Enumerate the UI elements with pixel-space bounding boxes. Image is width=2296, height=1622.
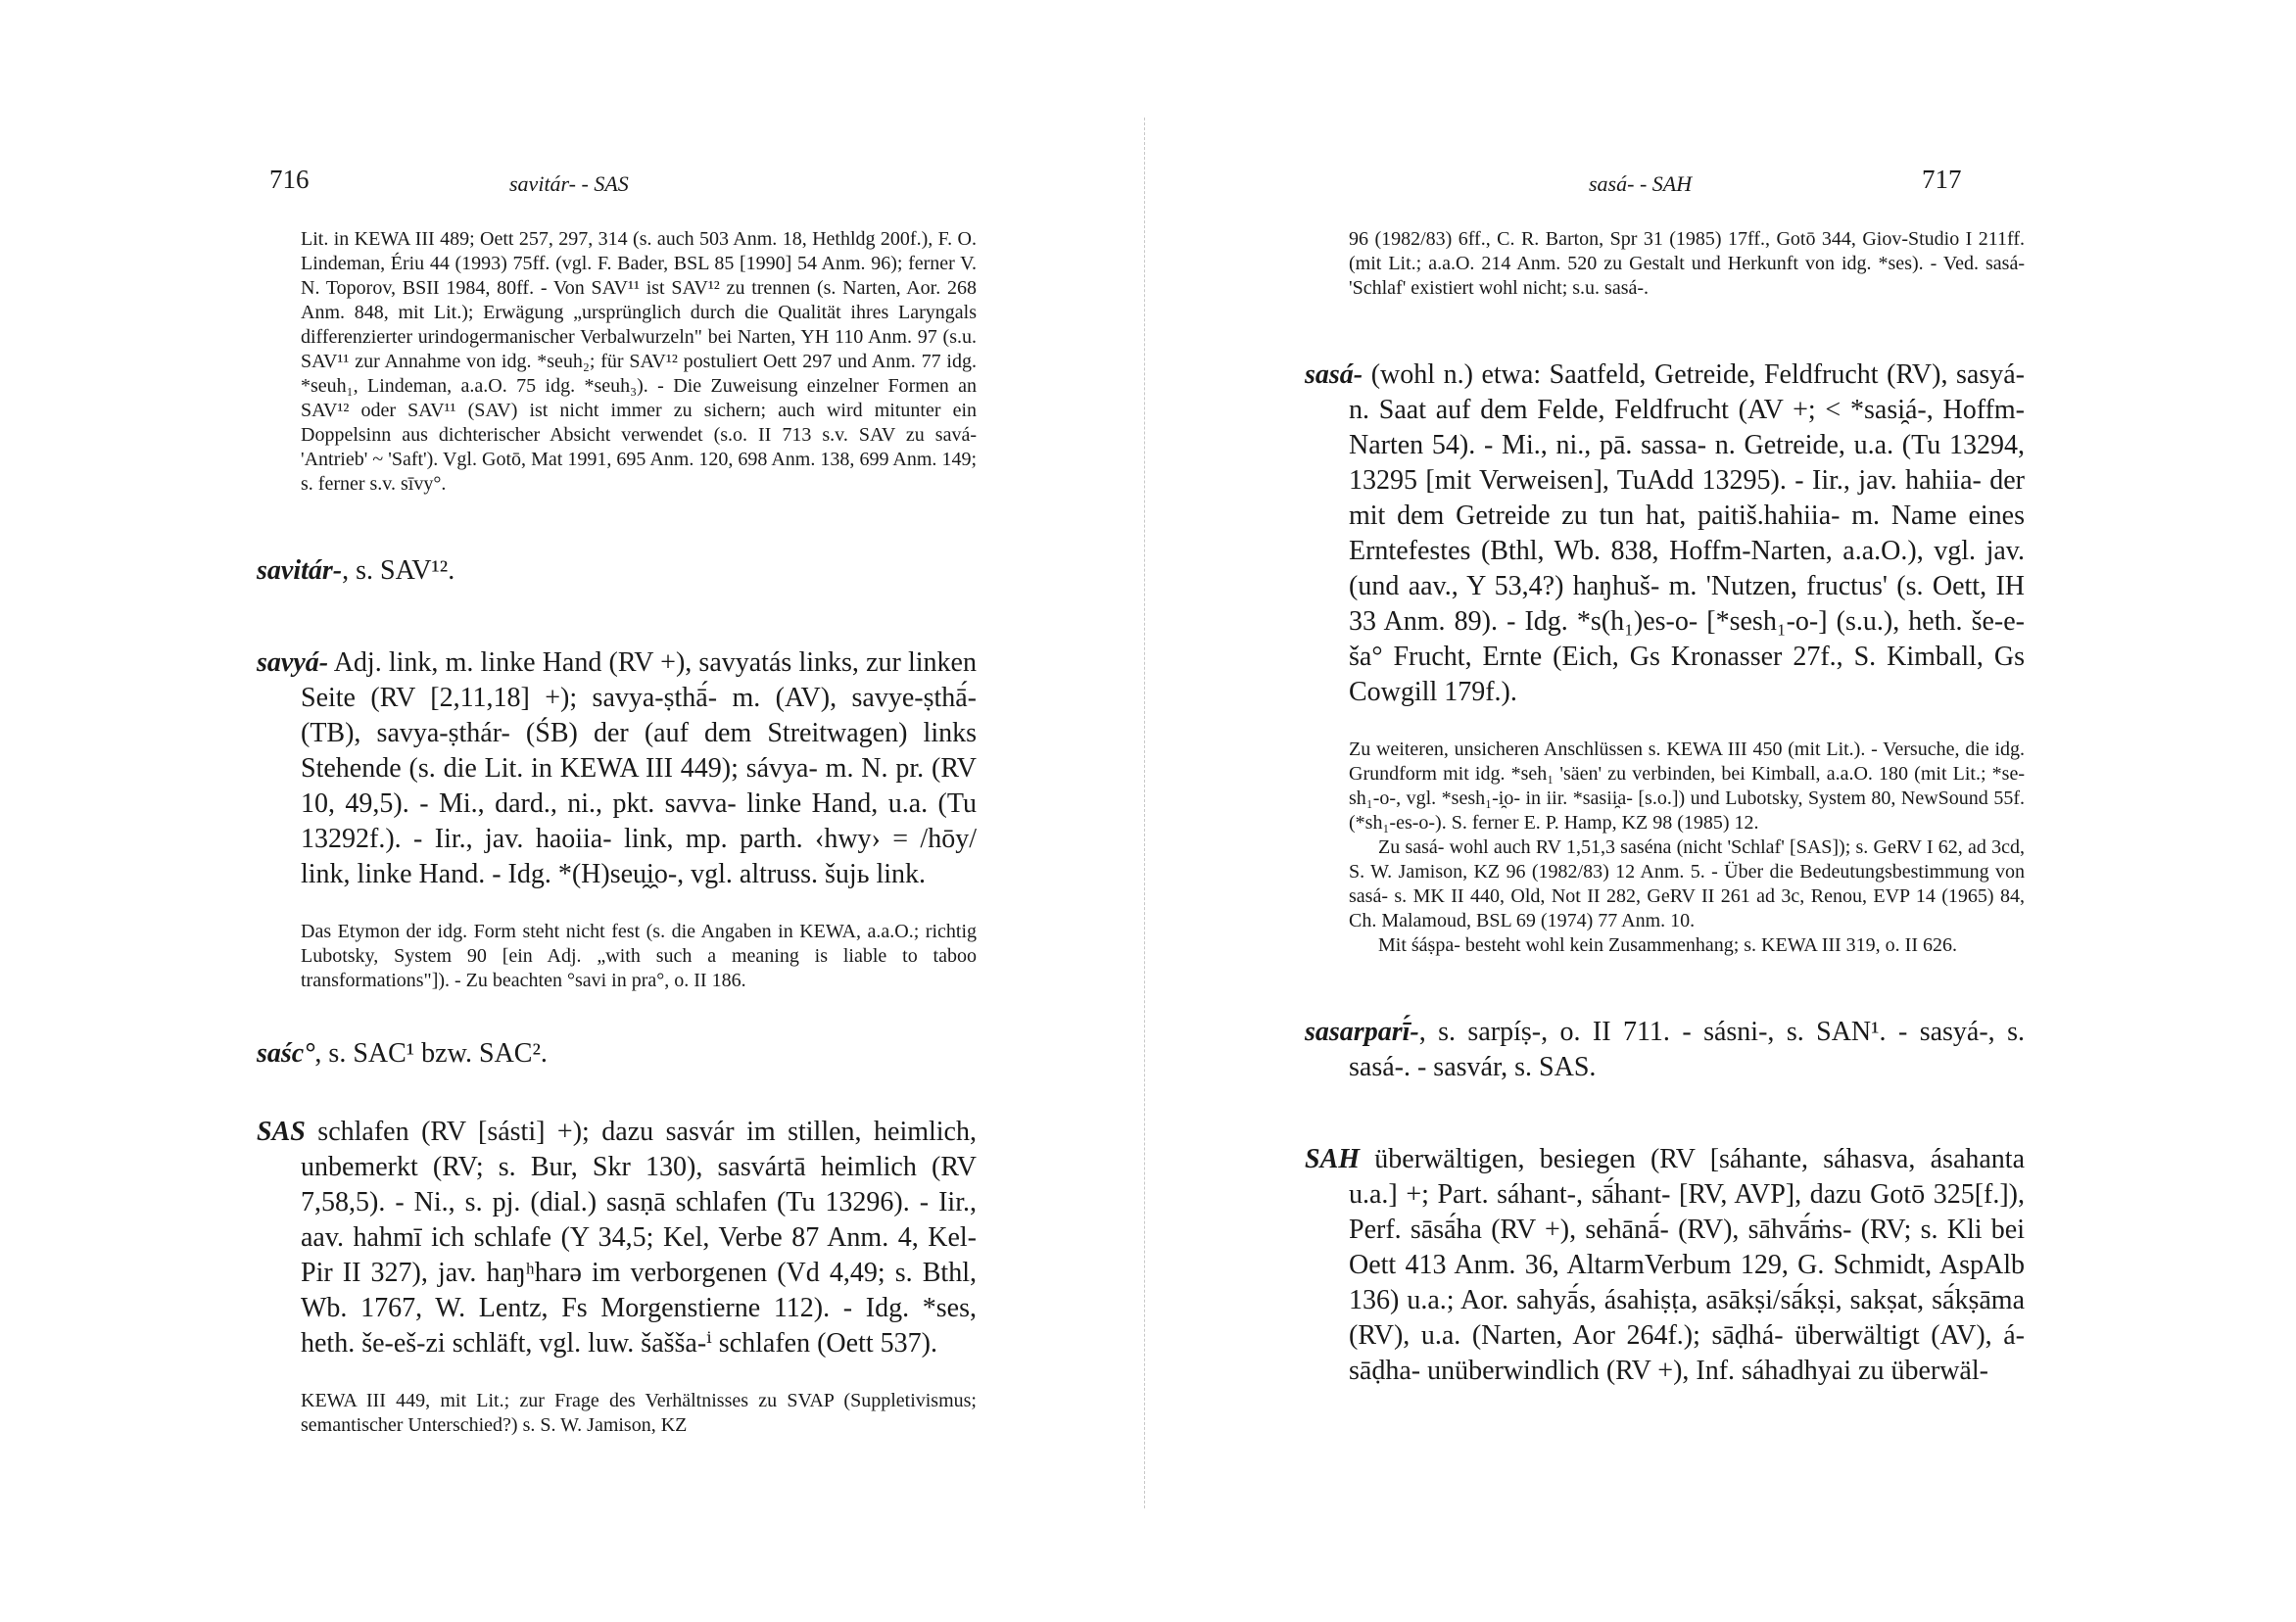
entry-body: , s. SAV¹². xyxy=(342,555,455,586)
running-head: sasá- - SAH xyxy=(1589,171,1693,196)
dictionary-entry xyxy=(257,553,977,589)
note-paragraph: Das Etymon der idg. Form steht nicht fest (s. die Angaben in KEWA, a.a.O.; richtig Lubotsky, System 90 [ein Adj. „with such a meaning is liable to taboo transformations"]). - Zu beachten °savi in pra°, o. II 186. xyxy=(301,921,977,991)
dictionary-entry xyxy=(1305,1142,2025,1389)
entry-body: (wohl n.) etwa: Saatfeld, Getreide, Feldfrucht (RV), sasyá- n. Saat auf dem Felde, Feldfrucht (AV +; < *sasi̯á-, Hoffm-Narten 54). - Mi., ni., pā. sassa- n. Getreide, u.a. (Tu 13294, 13295 [mit Verweisen], TuAdd 13295). - Iir., jav. hahiia- der mit dem Getreide zu tun hat, paitiš.hahiia- m. Name eines Erntefestes (Bthl, Wb. 838, Hoffm-Narten, a.a.O.), vgl. jav. (und aav., Y 53,4?) haŋhuš- m. 'Nutzen, fructus' (s. Oett, IH 33 Anm. 89). - Idg. *s(h₁)es-o- [*sesh₁-o-] (s.u.), heth. še-e-ša° Frucht, Ernte (Eich, Gs Kronasser 27f., S. Kimball, Gs Cowgill 179f.). xyxy=(1349,359,2025,707)
note-paragraph: KEWA III 449, mit Lit.; zur Frage des Verhältnisses zu SVAP (Suppletivismus; semantischer Unterschied?) s. S. W. Jamison, KZ xyxy=(301,1390,977,1436)
left-column xyxy=(257,227,977,1438)
note-paragraph: Mit śáṣpa- besteht wohl kein Zusammenhang; s. KEWA III 319, o. II 626. xyxy=(1378,934,1958,956)
note-paragraph: Zu sasá- wohl auch RV 1,51,3 saséna (nicht 'Schlaf' [SAS]); s. GeRV I 62, ad 3cd, S. W. Jamison, KZ 96 (1982/83) 12 Anm. 5. - Über die Bedeutungsbestimmung von sasá- s. MK II 440, Old, Not II 282, GeRV II 261 ad 3c, Renou, EVP 14 (1965) 84, Ch. Malamoud, BSL 69 (1974) 77 Anm. 10. xyxy=(1349,836,2025,931)
entry-body: schlafen (RV [sásti] +); dazu sasvár im stillen, heimlich, unbemerkt (RV; s. Bur, Skr 130), sasvártā heimlich (RV 7,58,5). - Ni., s. pj. (dial.) sasṇā schlafen (Tu 13296). - Iir., aav. hahmī ich schlafe (Y 34,5; Kel, Verbe 87 Anm. 4, Kel-Pir II 327), jav. haŋʰharə im verborgenen (Vd 4,49; s. Bthl, Wb. 1767, W. Lentz, Fs Morgenstierne 112). - Idg. *ses, heth. še-eš-zi schläft, vgl. luw. šašša-ⁱ schlafen (Oett 537). xyxy=(301,1117,977,1359)
entry-headword: SAS xyxy=(257,1117,306,1147)
entry-body: Adj. link, m. linke Hand (RV +), savyatás links, zur linken Seite (RV [2,11,18] +); savya-ṣthā́- m. (AV), savye-ṣthā́- (TB), savya-ṣthár- (ŚB) der (auf dem Streitwagen) links Stehende (s. die Lit. in KEWA III 449); sávya- m. N. pr. (RV 10, 49,5). - Mi., dard., ni., pkt. savva- linke Hand, u.a. (Tu 13292f.). - Iir., jav. haoiia- link, mp. parth. ‹hwy› = /hōy/ link, linke Hand. - Idg. *(H)seu̯i̯o-, vgl. altruss. šujь link. xyxy=(301,647,977,889)
note-paragraph: 96 (1982/83) 6ff., C. R. Barton, Spr 31 (1985) 17ff., Gotō 344, Giov-Studio I 211ff. (mit Lit.; a.a.O. 214 Anm. 520 zu Gestalt und Herkunft von idg. *ses). - Ved. sasá- 'Schlaf' existiert wohl nicht; s.u. sasá-. xyxy=(1349,228,2025,299)
dictionary-entry xyxy=(1305,1015,2025,1085)
dictionary-entry xyxy=(257,645,977,892)
page-number: 717 xyxy=(1922,165,1962,194)
entry-headword: sasarparī́- xyxy=(1305,1017,1419,1047)
entry-headword: savitár- xyxy=(257,555,343,586)
right-column xyxy=(1305,227,2025,1389)
dictionary-entry xyxy=(257,1036,977,1072)
dictionary-entry xyxy=(1305,358,2025,710)
right-page xyxy=(1148,0,2296,1622)
entry-headword: savyá- xyxy=(257,647,329,678)
entry-headword: saśc° xyxy=(257,1038,315,1069)
entry-headword: sasá- xyxy=(1305,359,1363,390)
note-paragraph: Lit. in KEWA III 489; Oett 257, 297, 314 (s. auch 503 Anm. 18, Hethldg 200f.), F. O. Lindeman, Ériu 44 (1993) 75ff. (vgl. F. Bader, BSL 85 [1990] 54 Anm. 96); ferner V. N. Toporov, BSII 1984, 80ff. - Von SAV¹¹ ist SAV¹² zu trennen (s. Narten, Aor. 268 Anm. 848, mit Lit.); Erwägung „ursprünglich durch die Qualität ihres Laryngals differenzierter urindogermanischer Verbalwurzeln" bei Narten, YH 110 Anm. 97 (s.u. SAV¹¹ zur Annahme von idg. *seuh₂; für SAV¹² postuliert Oett 297 und Anm. 77 idg. *seuh₁, Lindeman, a.a.O. 75 idg. *seuh₃). - Die Zuweisung einzelner Formen an SAV¹² oder SAV¹¹ (SAV) ist nicht immer zu sichern; auch wird mitunter ein Doppelsinn aus dichterischer Absicht verwendet (s.o. II 713 s.v. SAV zu savá- 'Antrieb' ~ 'Saft'). Vgl. Gotō, Mat 1991, 695 Anm. 120, 698 Anm. 138, 699 Anm. 149; s. ferner s.v. sīvy°. xyxy=(301,228,977,495)
running-head: savitár- - SAS xyxy=(509,171,629,196)
entry-headword: SAH xyxy=(1305,1144,1361,1174)
entry-body: , s. SAC¹ bzw. SAC². xyxy=(314,1038,548,1069)
note-paragraph: Zu weiteren, unsicheren Anschlüssen s. KEWA III 450 (mit Lit.). - Versuche, die idg. Grundform mit idg. *seh₁ 'säen' zu verbinden, bei Kimball, a.a.O. 180 (mit Lit.; *se-sh₁-o-, vgl. *sesh₁-i̯o- in iir. *sasii̯a- [s.o.]) und Lubotsky, System 80, NewSound 55f. (*sh₁-es-o-). S. ferner E. P. Hamp, KZ 98 (1985) 12. xyxy=(1349,739,2025,834)
page-number: 716 xyxy=(269,165,310,194)
dictionary-entry xyxy=(257,1115,977,1361)
entry-body: , s. sarpíṣ-, o. II 711. - sásni-, s. SAN¹. - sasyá-, s. sasá-. - sasvár, s. SAS. xyxy=(1349,1017,2025,1082)
entry-body: überwältigen, besiegen (RV [sáhante, sáhasva, ásahanta u.a.] +; Part. sáhant-, sā́hant- [RV, AVP], dazu Gotō 325[f.]), Perf. sāsā́ha (RV +), sehānā́- (RV), sāhvā́ṁs- (RV; s. Kli bei Oett 413 Anm. 36, AltarmVerbum 129, G. Schmidt, AspAlb 136) u.a.; Aor. sahyā́s, ásahiṣṭa, asākṣi/sā́kṣi, sakṣat, sā́kṣāma (RV), u.a. (Narten, Aor 264f.); sāḍhá- überwältigt (AV), á-sāḍha- unüberwindlich (RV +), Inf. sáhadhyai zu überwäl- xyxy=(1349,1144,2025,1386)
